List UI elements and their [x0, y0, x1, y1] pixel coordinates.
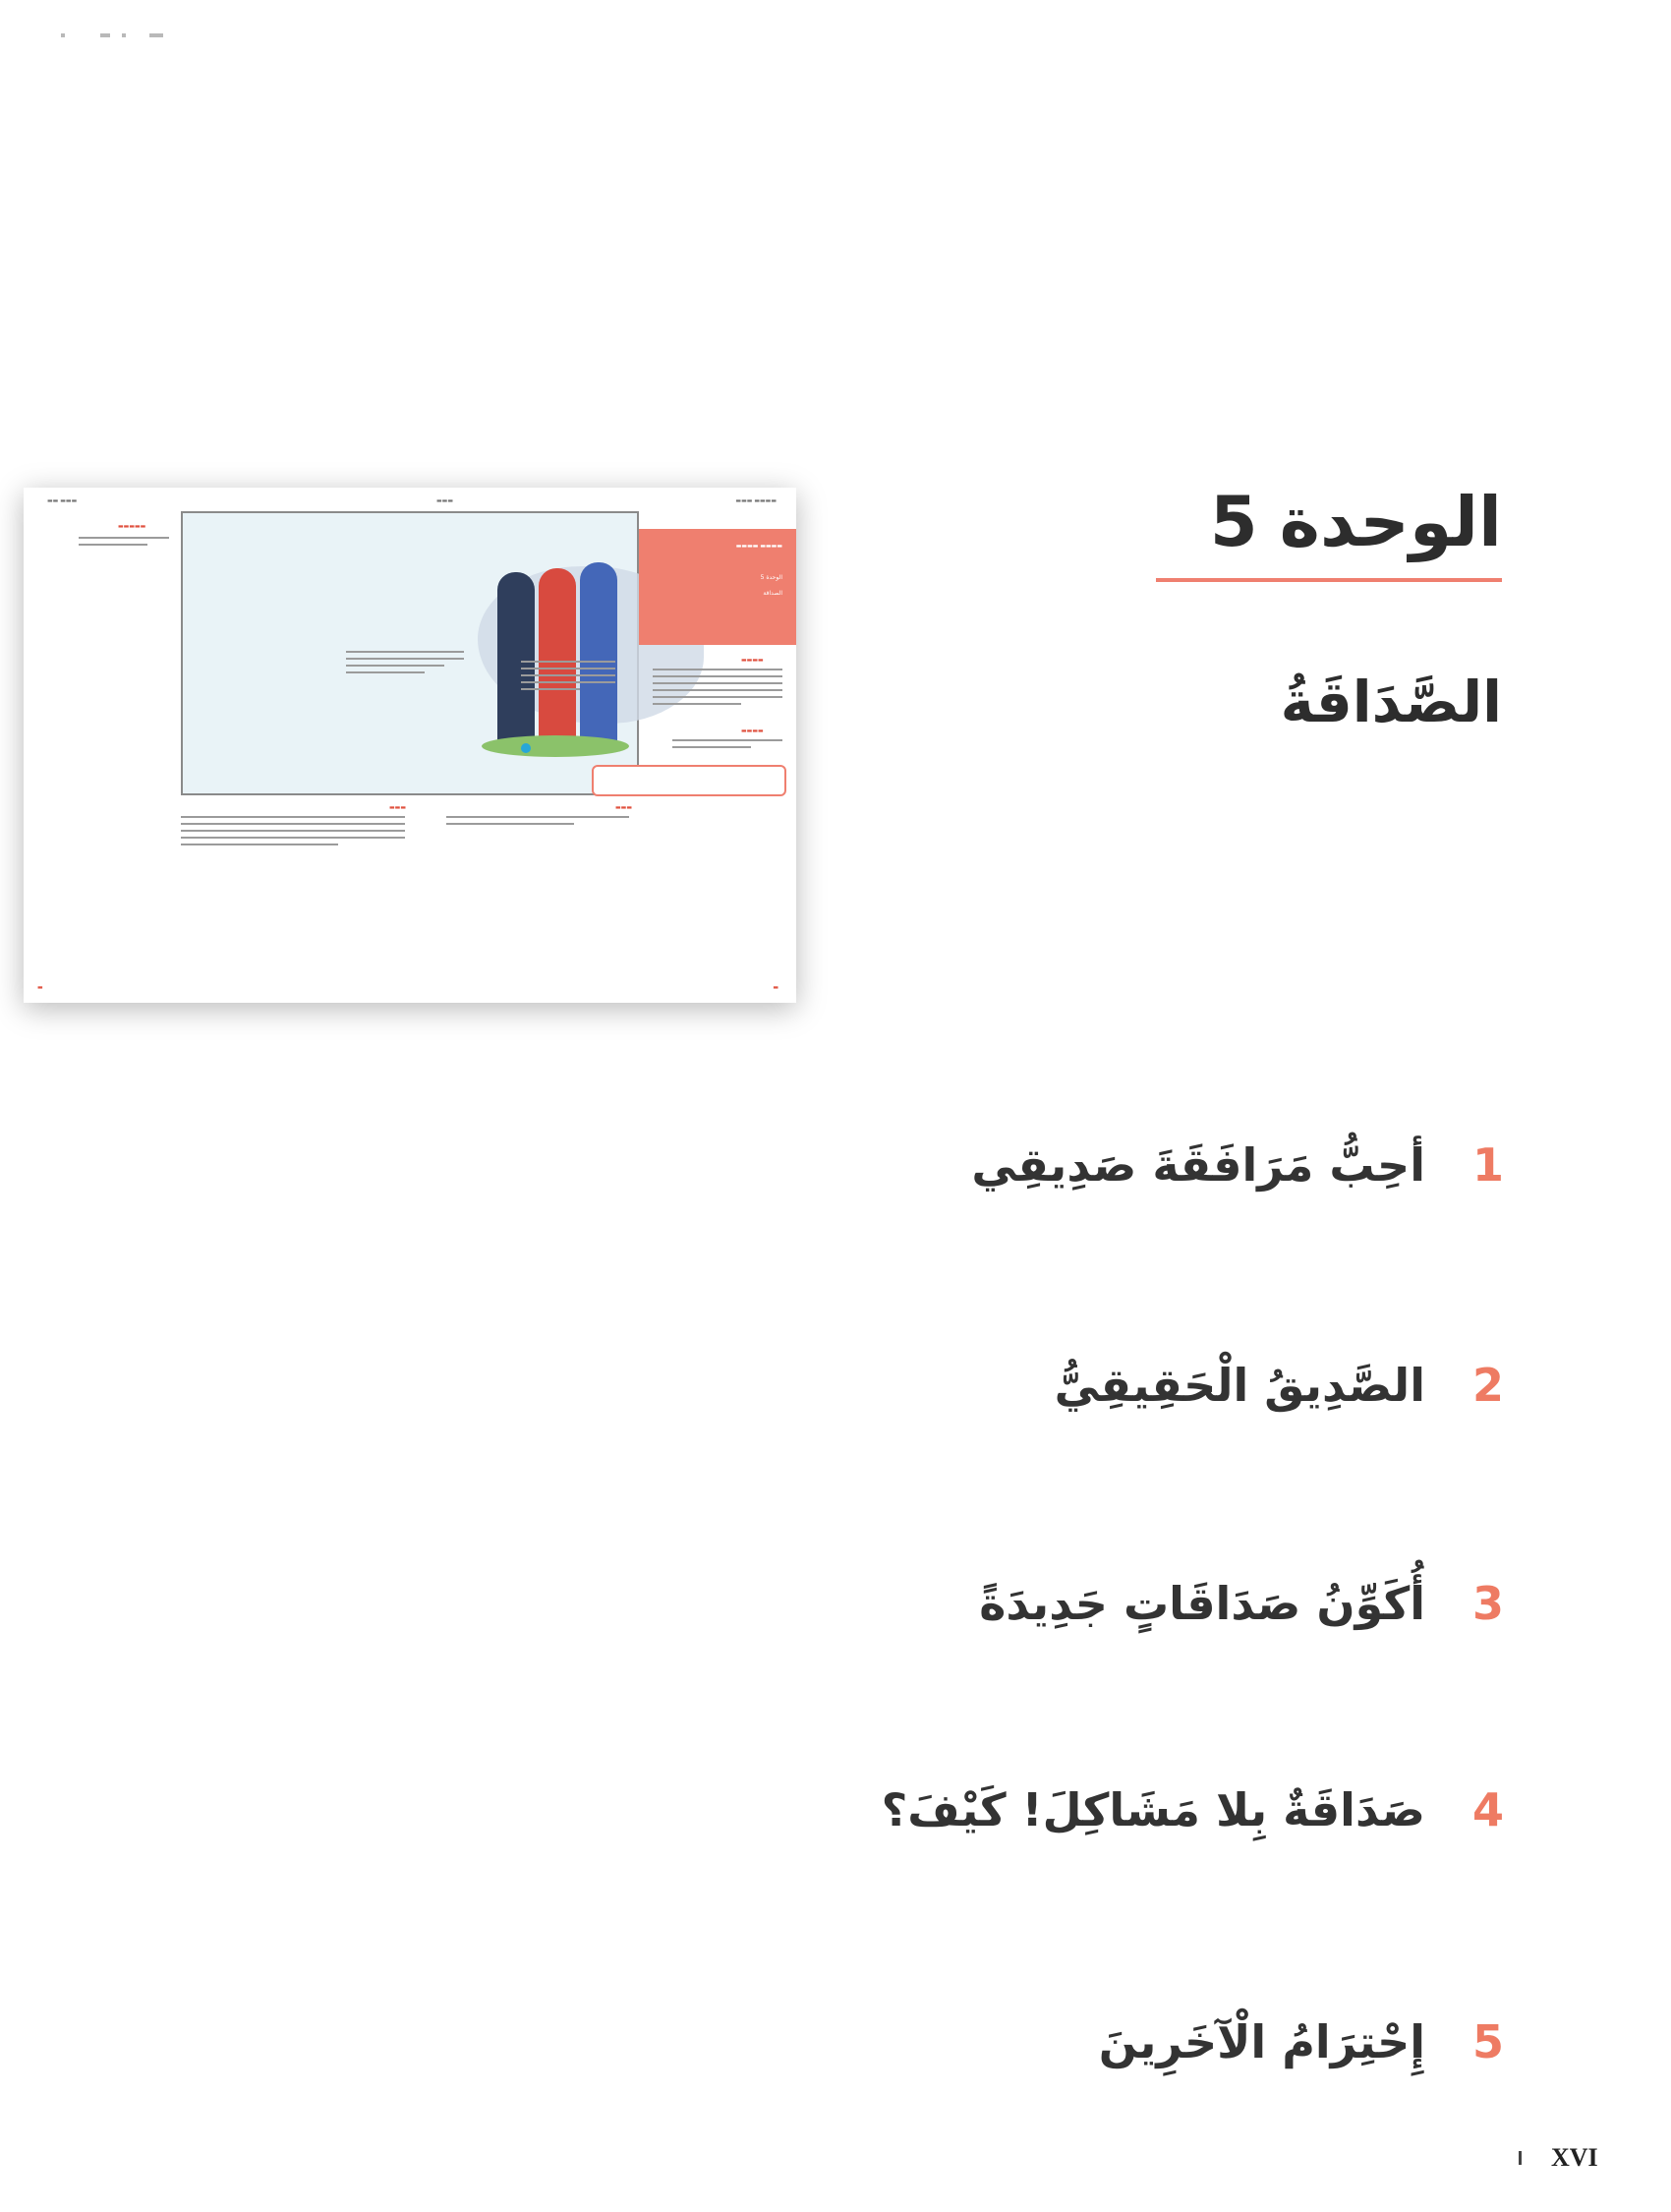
lesson-number: 2: [1471, 1359, 1504, 1412]
teacher-guide-spread-thumbnail: ▬▬ ▬▬▬ ▬▬▬ ▬▬▬ ▬▬▬▬ ▬▬▬▬▬ ▬▬▬▬ ▬▬▬▬ الوحدة 5 الصداقة ▬▬▬▬ ▬▬▬▬ ▬▬▬ ▬▬▬ ▬ ▬: [24, 488, 796, 1003]
unit-heading: [1210, 482, 1502, 562]
unit-number: 5: [1209, 482, 1258, 562]
lesson-title: الصَّدِيقُ الْحَقِيقِيُّ: [1054, 1359, 1425, 1412]
lesson-title: صَدَاقَةٌ بِلا مَشَاكِلَ! كَيْفَ؟: [881, 1783, 1425, 1836]
page-number-separator: [1519, 2151, 1522, 2165]
lesson-item[interactable]: [882, 1783, 1504, 1836]
lesson-item[interactable]: [971, 1138, 1504, 1192]
thumbnail-unit-box: ▬▬▬▬ ▬▬▬▬ الوحدة 5 الصداقة: [639, 529, 796, 645]
lesson-number: 5: [1471, 2015, 1504, 2068]
unit-name: الصَّدَاقَةُ: [1280, 669, 1502, 735]
lesson-number: 4: [1471, 1783, 1504, 1836]
page-number: XVI: [1551, 2143, 1598, 2172]
top-edge-mark: [61, 33, 169, 37]
lesson-title: أُكَوِّنُ صَدَاقَاتٍ جَدِيدَةً: [979, 1577, 1425, 1630]
thumbnail-unit-label: الوحدة 5: [760, 574, 782, 581]
lesson-number: 3: [1471, 1577, 1504, 1630]
lesson-title: إِحْتِرَامُ الْآخَرِينَ: [1098, 2015, 1425, 2068]
lesson-title: أحِبُّ مَرَافَقَةَ صَدِيقِي: [971, 1138, 1425, 1192]
lesson-item[interactable]: [979, 1577, 1504, 1630]
lesson-item[interactable]: [1099, 2015, 1504, 2068]
lesson-number: 1: [1471, 1138, 1504, 1192]
unit-heading-underline: [1156, 578, 1502, 582]
lesson-item[interactable]: [1055, 1359, 1504, 1412]
thumbnail-question-box: [592, 765, 786, 796]
unit-label: الوحدة: [1279, 482, 1502, 562]
thumbnail-unit-name: الصداقة: [763, 590, 782, 597]
lesson-page-illustration: [181, 511, 639, 795]
